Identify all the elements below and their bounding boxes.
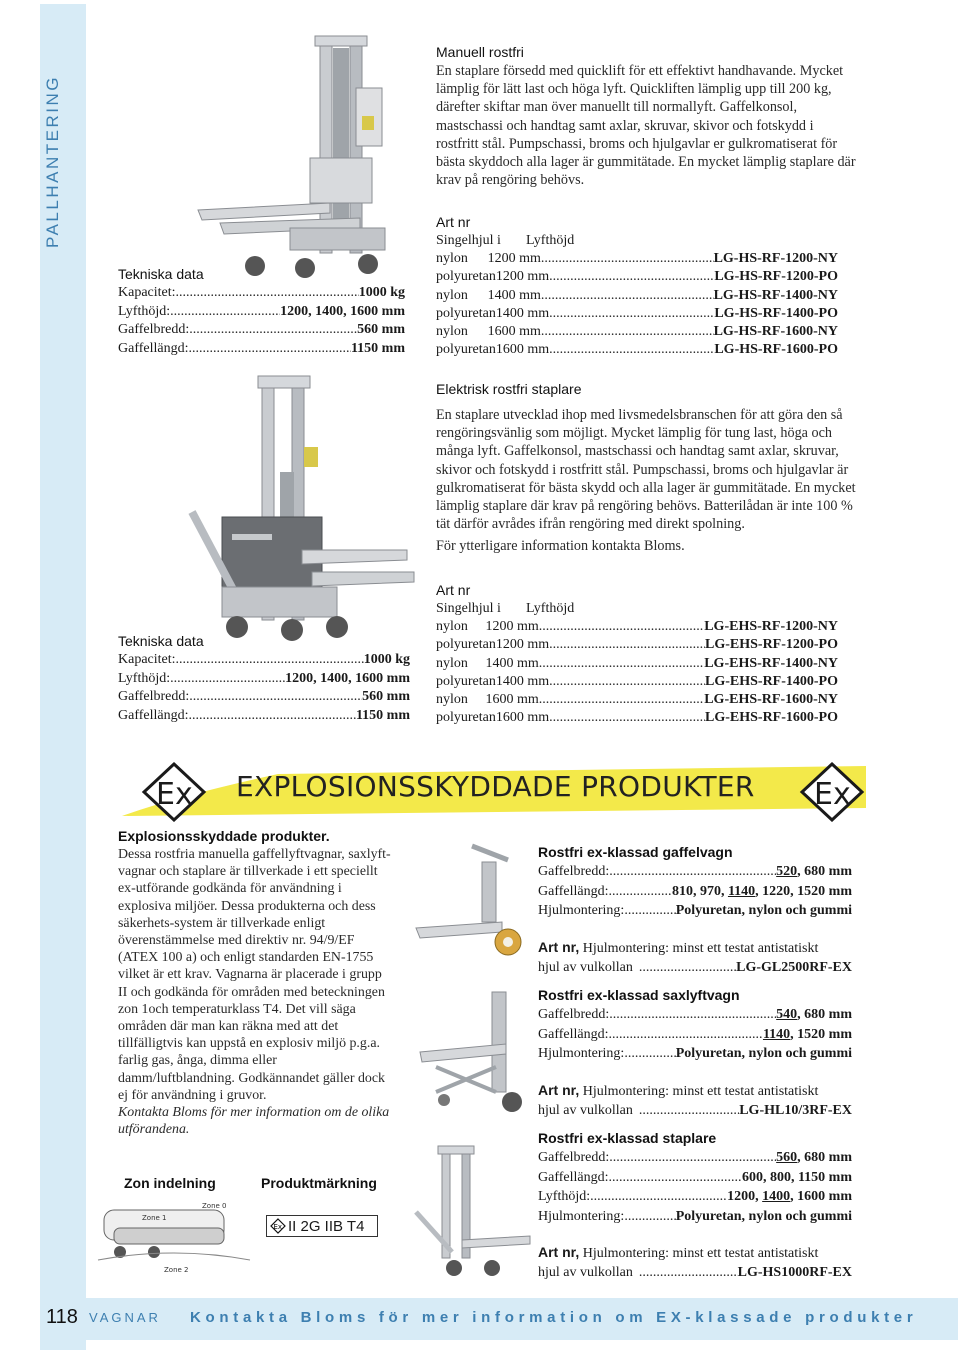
ex-small-icon (270, 1218, 286, 1234)
leader-dots (639, 1101, 739, 1121)
zone-2-label: Zone 2 (164, 1266, 189, 1274)
zone-1-label: Zone 1 (142, 1214, 167, 1222)
electric-spec-label: Kapacitet: (118, 652, 176, 667)
ex-product-art-line (538, 1243, 852, 1263)
spec-value-part: , 1520 mm (790, 1026, 852, 1042)
electric-lift-height: 1400 mm (495, 673, 550, 689)
spec-value-highlight: 540 (776, 1007, 798, 1022)
zone-title: Zon indelning (124, 1175, 216, 1191)
ex-product-spec-row (538, 1148, 852, 1168)
manual-spec-label: Lyfthöjd: (118, 303, 171, 319)
ex-product-spec-label: Gaffelbredd: (538, 1007, 610, 1022)
spec-value-part: , 1600 mm (790, 1189, 852, 1204)
leader-dots (549, 673, 705, 691)
manual-art-row (436, 323, 838, 341)
ex-product-art-label: Art nr, (538, 1081, 580, 1098)
leader-dots (639, 958, 736, 978)
leader-dots (624, 1207, 675, 1227)
electric-spec-row (118, 670, 410, 689)
manual-spec-value: 1000 kg (358, 285, 405, 300)
manual-col-wheel: Singelhjul i (436, 233, 501, 248)
electric-art-number: LG-EHS-RF-1200-PO (705, 637, 838, 653)
leader-dots (609, 1025, 763, 1045)
ex-product-spec-row (538, 882, 852, 902)
ex-product (538, 985, 852, 1120)
ex-product-spec-value (676, 1044, 852, 1064)
leader-dots (609, 862, 776, 882)
manual-wheel-type: polyuretan (436, 269, 496, 285)
manual-spec-value: 1200, 1400, 1600 mm (280, 303, 405, 319)
manual-lift-height: 1200 mm (495, 269, 550, 285)
manual-spec-row (118, 340, 405, 359)
electric-art-row (436, 655, 838, 673)
manual-wheel-type: polyuretan (436, 342, 496, 358)
spec-value-part: 600, 800, 1150 mm (741, 1169, 852, 1185)
ex-product-art-text2: hjul av vulkollan (538, 959, 633, 975)
manual-description: En staplare försedd med quicklift för ett effektivt handhavande. Mycket lämplig för lätt last och höga lyft. Quickliften lämplig upp till 200 kg, därefter skiftar man över manuellt till normallyft. Gaffelkonsol, mastschassi och handtag samt axlar, skruvar, skivor och fotskydd i rostfritt stål. Pumpschassi, broms och hjulgavlar er gulkromatiserat för bästa skyddoch alla lager är gummitätade. En mycket lämplig staplare där krav på rengöring behövs. (436, 63, 856, 189)
ex-product-spec-value (676, 1207, 852, 1227)
manual-col-height: Lyfthöjd (526, 233, 575, 248)
spec-value-highlight: 1140 (762, 1026, 791, 1042)
manual-wheel-type: nylon (436, 287, 468, 303)
manual-art-row (436, 341, 838, 359)
ex-product-spec-row (538, 1207, 852, 1227)
ex-product-spec-value (776, 1148, 852, 1168)
electric-lift-height: 1200 mm (495, 637, 550, 653)
leader-dots (624, 901, 675, 921)
ex-product-spec-row (538, 862, 852, 882)
ex-product-spec-label: Hjulmontering: (538, 1208, 625, 1224)
electric-wheel-type: polyuretan (436, 637, 496, 653)
electric-wheel-type: nylon (436, 619, 468, 635)
electric-col-height: Lyfthöjd (526, 601, 575, 616)
manual-spec-row (118, 303, 405, 322)
spec-value-part: , 680 mm (797, 864, 852, 879)
electric-spec-label: Gaffellängd: (118, 707, 189, 723)
electric-spec-value: 1000 kg (363, 652, 410, 667)
ex-product-art-number-row (538, 1263, 852, 1283)
footer-section: VAGNAR (89, 1310, 161, 1325)
leader-dots (549, 709, 705, 727)
marking-title: Produktmärkning (261, 1175, 377, 1191)
electric-art-number: LG-EHS-RF-1600-NY (704, 692, 838, 708)
manual-art-row (436, 250, 838, 268)
manual-spec-row (118, 284, 405, 303)
electric-lift-height: 1200 mm (485, 619, 539, 635)
ex-product-spec-label: Gaffellängd: (538, 883, 609, 899)
page-number: 118 (46, 1306, 78, 1328)
manual-lift-height: 1400 mm (495, 305, 550, 321)
electric-stacker-photo (182, 372, 422, 657)
ex-product-title: Rostfri ex-klassad staplare (538, 1130, 717, 1146)
leader-dots (170, 670, 285, 689)
manual-art-number: LG-HS-RF-1400-NY (713, 287, 838, 303)
leader-dots (541, 287, 714, 305)
manual-art-row (436, 268, 838, 286)
scissor-lift-photo (416, 982, 536, 1132)
ex-product-art-number: LG-HS1000RF-EX (737, 1265, 852, 1280)
spec-value-part: Polyuretan, nylon och gummi (675, 1046, 852, 1061)
electric-spec-value: 560 mm (362, 689, 410, 704)
ex-product-title: Rostfri ex-klassad saxlyftvagn (538, 987, 740, 1003)
ex-product-art-number: LG-GL2500RF-EX (736, 959, 852, 975)
leader-dots (549, 636, 705, 654)
manual-spec-value: 560 mm (357, 322, 405, 337)
pallet-truck-photo (412, 842, 534, 962)
electric-lift-height: 1600 mm (495, 710, 550, 726)
electric-lift-height: 1400 mm (485, 655, 539, 671)
manual-art-row (436, 287, 838, 305)
manual-art-row (436, 305, 838, 323)
leader-dots (624, 1044, 675, 1064)
leader-dots (189, 688, 362, 707)
electric-contact-note: För ytterligare information kontakta Bloms. (436, 538, 685, 555)
leader-dots (189, 340, 351, 359)
svg-text:Ex: Ex (273, 1223, 283, 1231)
ex-product-art-text: Hjulmontering: minst ett testat antistatiskt (582, 1083, 819, 1099)
ex-product-art-label: Art nr, (538, 938, 580, 955)
ex-product-art-text: Hjulmontering: minst ett testat antistatiskt (582, 1246, 819, 1261)
electric-art-row (436, 636, 838, 654)
electric-wheel-type: polyuretan (436, 710, 496, 726)
ex-product-art-text: Hjulmontering: minst ett testat antistatiskt (582, 940, 819, 956)
electric-art-number: LG-EHS-RF-1600-PO (705, 710, 838, 726)
leader-dots (549, 341, 714, 359)
ex-product-spec-row (538, 1187, 852, 1207)
leader-dots (549, 305, 714, 323)
leader-dots (590, 1187, 727, 1207)
svg-text:Ex: Ex (814, 777, 851, 812)
manual-stacker-photo (190, 28, 420, 288)
leader-dots (609, 882, 672, 902)
electric-col-wheel: Singelhjul i (436, 601, 501, 616)
electric-spec-value: 1200, 1400, 1600 mm (285, 670, 410, 686)
spec-value-part: Polyuretan, nylon och gummi (675, 903, 852, 918)
manual-lift-height: 1600 mm (495, 342, 550, 358)
manual-spec-label: Kapacitet: (118, 285, 176, 300)
ex-product-spec-row (538, 1025, 852, 1045)
leader-dots (539, 618, 704, 636)
ex-product-spec-label: Hjulmontering: (538, 903, 625, 918)
svg-text:Ex: Ex (156, 777, 193, 812)
ex-product-spec-label: Gaffelbredd: (538, 864, 610, 879)
ex-product-spec-row (538, 1168, 852, 1188)
electric-spec-label: Lyfthöjd: (118, 670, 171, 686)
spec-value-part: , 680 mm (797, 1007, 852, 1022)
ex-stacker-photo (412, 1142, 536, 1282)
electric-art-row (436, 673, 838, 691)
manual-specs-title: Tekniska data (118, 266, 204, 282)
ex-product-art-text2: hjul av vulkollan (538, 1265, 633, 1280)
electric-spec-label: Gaffelbredd: (118, 689, 190, 704)
leader-dots (549, 268, 714, 286)
electric-description: En staplare utvecklad ihop med livsmedelsbranschen för att göra den så rengöringsvänlig som möjligt. Mycket lämplig för tung last, höga och många lyft. Gaffelkonsol, mastschassi och handtag samt axlar, skruvar, skivor och fotskydd i rostfritt stål. Pumpschassi, broms och hjulgavlar är gulkromatiserat för bästa skydd och alla lager är gummitätade. En mycket lämplig staplare där krav på rengöring behövs. Batterilådan är inte 100 % tät därför avrådes ifrån rengöring med direkt spolning. (436, 407, 856, 533)
manual-spec-row (118, 321, 405, 340)
manual-art-title: Art nr (436, 214, 471, 230)
manual-title: Manuell rostfri (436, 44, 524, 60)
electric-spec-row (118, 688, 410, 707)
spec-value-part: Polyuretan, nylon och gummi (675, 1208, 852, 1224)
ex-product-spec-row (538, 901, 852, 921)
ex-intro-description: Dessa rostfria manuella gaffellyftvagnar, saxlyft-vagnar och staplare är tillverkade i ett speciellt ex-utförande godkända för användning i explosiva miljöer. Dessa produkterna och dess säkerhets-system är tillverkade enligt överenstämmelse med direktiv nr. 94/9/EF (ATEX 100 a) och enligt standarden EN-1755 vilket är ett krav. Vagnarna är placerade i grupp II och godkända för områden med beteckningen zon 1och temperaturklass T4. Det vill säga områden där man kan räkna med att det tillfälligtvis kan uppstå en explosiv miljö p.g.a. farlig gas, ånga, dimma eller damm/luftblandning. Godkännandet gäller dock ej för användning i gruvor. (118, 847, 391, 1103)
electric-art-number: LG-EHS-RF-1200-NY (704, 619, 838, 635)
ex-product-art-number-row (538, 1101, 852, 1121)
footer-tagline: Kontakta Bloms för mer information om EX-klassade produkter (190, 1309, 918, 1326)
ex-product-spec-row (538, 1005, 852, 1025)
manual-art-number: LG-HS-RF-1200-NY (713, 251, 838, 267)
ex-product-art-number-row (538, 958, 852, 978)
electric-spec-row (118, 651, 410, 670)
spec-value-part: , 680 mm (797, 1150, 852, 1165)
manual-spec-label: Gaffellängd: (118, 340, 189, 356)
manual-art-number: LG-HS-RF-1400-PO (714, 305, 838, 321)
leader-dots (609, 1148, 776, 1168)
manual-lift-height: 1400 mm (487, 287, 541, 303)
ex-product-spec-row (538, 1044, 852, 1064)
spec-value-part: , 1220, 1520 mm (755, 883, 852, 899)
electric-art-number: LG-EHS-RF-1400-PO (705, 673, 838, 689)
leader-dots (170, 303, 280, 322)
ex-intro-title: Explosionsskyddade produkter. (118, 828, 330, 844)
ex-product-spec-label: Hjulmontering: (538, 1046, 625, 1061)
ex-product-title: Rostfri ex-klassad gaffelvagn (538, 844, 733, 860)
manual-art-number: LG-HS-RF-1200-PO (714, 269, 838, 285)
electric-art-row (436, 691, 838, 709)
electric-lift-height: 1600 mm (485, 692, 539, 708)
ex-product (538, 1128, 852, 1283)
ex-product-spec-label: Gaffellängd: (538, 1169, 609, 1185)
ex-product-spec-value (672, 882, 852, 902)
ex-product-art-line (538, 1081, 852, 1101)
leader-dots (189, 321, 357, 340)
spec-value-part: 810, 970, (671, 883, 728, 899)
ex-product-art-label: Art nr, (538, 1244, 580, 1260)
manual-wheel-type: nylon (436, 324, 468, 340)
manual-art-number: LG-HS-RF-1600-NY (713, 324, 838, 340)
ex-product-spec-value (763, 1025, 852, 1045)
leader-dots (539, 691, 704, 709)
leader-dots (539, 655, 704, 673)
ex-product-spec-value (742, 1168, 852, 1188)
ex-product-spec-value (776, 862, 852, 882)
zone-0-label: Zone 0 (202, 1202, 227, 1210)
spec-value-highlight: 520 (776, 864, 798, 879)
manual-lift-height: 1600 mm (487, 324, 541, 340)
manual-art-number: LG-HS-RF-1600-PO (714, 342, 838, 358)
electric-spec-row (118, 707, 410, 726)
ex-product-art-text2: hjul av vulkollan (538, 1102, 633, 1118)
leader-dots (189, 707, 356, 726)
manual-spec-value: 1150 mm (350, 340, 405, 356)
ex-product-art-number: LG-HL10/3RF-EX (739, 1102, 852, 1118)
section-sidebar-label (43, 208, 63, 248)
leader-dots (176, 651, 364, 670)
electric-spec-value: 1150 mm (355, 707, 410, 723)
electric-title: Elektrisk rostfri staplare (436, 381, 582, 397)
electric-specs-title: Tekniska data (118, 633, 204, 649)
leader-dots (609, 1005, 776, 1025)
ex-product-spec-label: Gaffelbredd: (538, 1150, 610, 1165)
ex-product-spec-label: Gaffellängd: (538, 1026, 609, 1042)
ex-product (538, 842, 852, 977)
ex-intro-contact: Kontakta Bloms för mer information om de olika utförandena. (118, 1105, 390, 1138)
ex-product-spec-value (676, 901, 852, 921)
ex-product-spec-value (776, 1005, 852, 1025)
leader-dots (176, 284, 359, 303)
electric-wheel-type: polyuretan (436, 673, 496, 689)
manual-wheel-type: polyuretan (436, 305, 496, 321)
ex-product-art-line (538, 938, 852, 958)
leader-dots (639, 1263, 738, 1283)
electric-wheel-type: nylon (436, 655, 468, 671)
zone-diagram (94, 1198, 254, 1278)
ex-product-spec-label: Lyfthöjd: (538, 1189, 591, 1204)
marking-code: II 2G IIB T4 (288, 1217, 365, 1235)
electric-art-number: LG-EHS-RF-1400-NY (704, 655, 838, 671)
electric-art-row (436, 709, 838, 727)
electric-wheel-type: nylon (436, 692, 468, 708)
leader-dots (541, 323, 714, 341)
leader-dots (541, 250, 714, 268)
leader-dots (609, 1168, 742, 1188)
manual-wheel-type: nylon (436, 251, 468, 267)
product-marking (266, 1215, 378, 1237)
manual-spec-label: Gaffelbredd: (118, 322, 190, 337)
electric-art-title: Art nr (436, 582, 471, 598)
electric-art-row (436, 618, 838, 636)
ex-product-spec-value (727, 1187, 852, 1207)
ex-banner-title: EXPLOSIONSSKYDDADE PRODUKTER (236, 770, 755, 803)
spec-value-highlight: 1140 (727, 883, 756, 899)
manual-lift-height: 1200 mm (487, 251, 541, 267)
spec-value-highlight: 1400 (762, 1189, 791, 1204)
spec-value-part: 1200, (727, 1189, 763, 1204)
spec-value-highlight: 560 (776, 1150, 798, 1165)
